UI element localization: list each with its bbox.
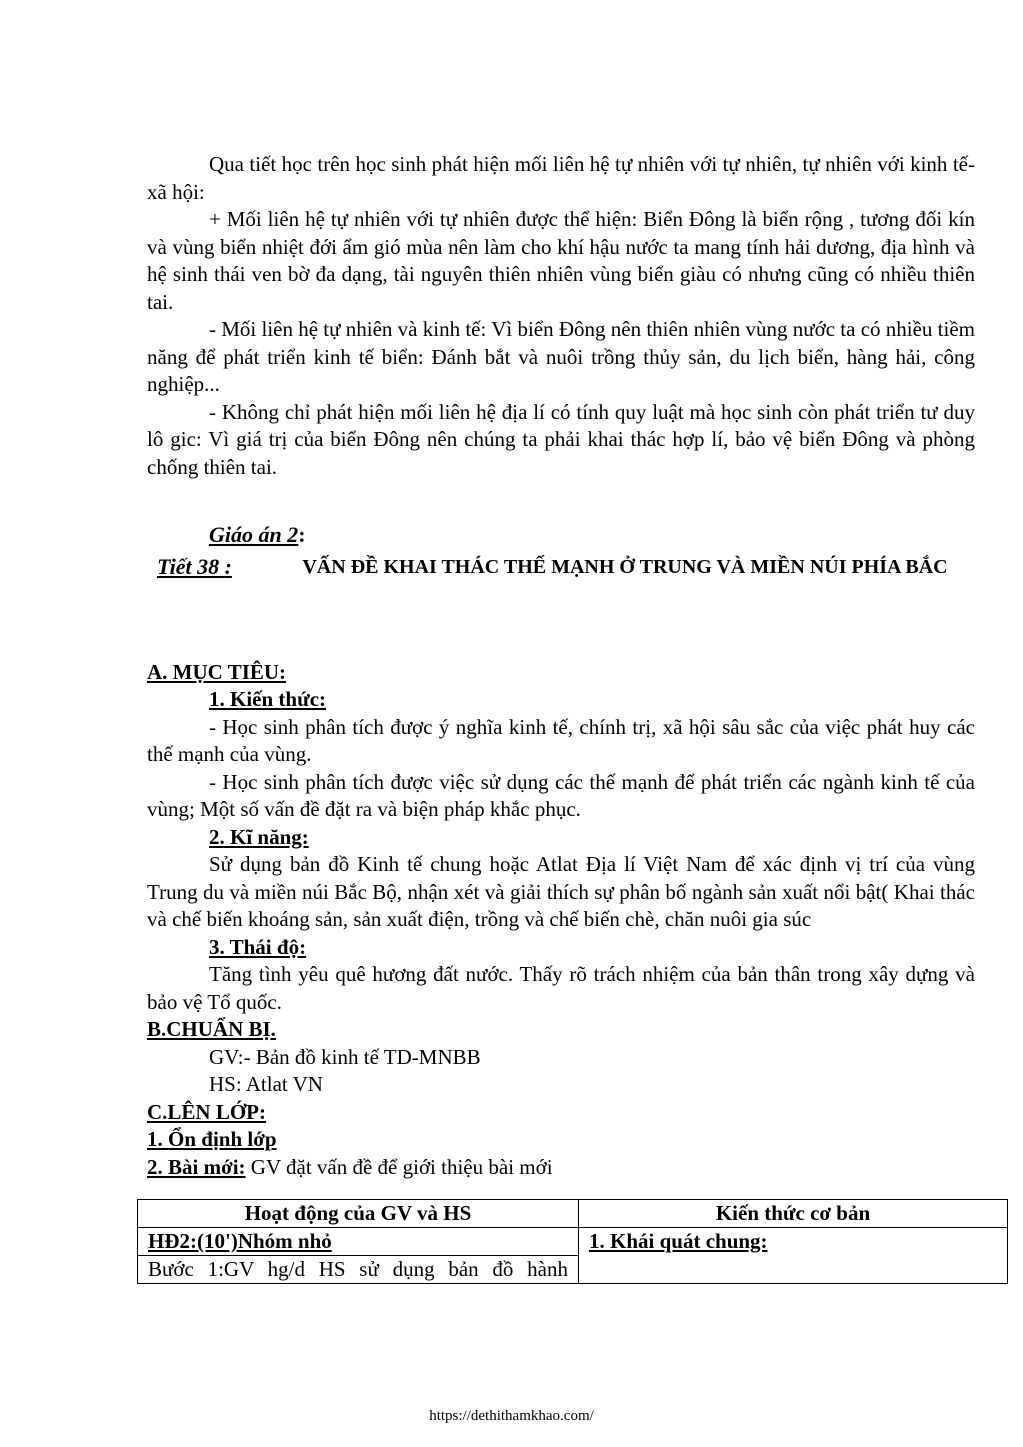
intro-paragraph-4: - Không chỉ phát hiện mối liên hệ địa lí có tính quy luật mà học sinh còn phát triển tư duy lô gic: Vì giá trị của biển Đông nên chúng ta phải khai thác hợp lí, bảo vệ biển Đông và phòng chống thiên tai.: [147, 399, 975, 479]
table-cell-knowledge: [579, 1228, 1008, 1284]
lesson-plan-label: Giáo án 2: [209, 522, 299, 547]
lesson-title-row: [147, 553, 975, 609]
attitude-heading: 3. Thái độ:: [209, 934, 307, 959]
step-1: 1. Ổn định lớp: [147, 1127, 277, 1151]
teacher-preparation: GV:- Bản đồ kinh tế TD-MNBB: [209, 1044, 481, 1069]
skills-heading: 2. Kĩ năng:: [209, 824, 309, 849]
lesson-plan-label-line: [147, 521, 975, 549]
knowledge-section-heading: 1. Khái quát chung:: [589, 1229, 768, 1253]
step-2-label: 2. Bài mới:: [147, 1154, 246, 1179]
intro-paragraph-2: + Mối liên hệ tự nhiên với tự nhiên được thể hiện: Biển Đông là biển rộng , tương đối kín và vùng biển nhiệt đới ẩm gió mùa nên làm cho khí hậu nước ta mang tính hải dương, địa hình và hệ sinh thái ven bờ đa dạng, tài nguyên thiên nhiên vùng biển giàu có nhưng cũng có nhiều thiên tai.: [147, 207, 975, 314]
skills-text: Sử dụng bản đồ Kinh tế chung hoặc Atlat Địa lí Việt Nam để xác định vị trí của vùng Trung du và miền núi Bắc Bộ, nhận xét và giải thích sự phân bố ngành sản xuất nổi bật( Khai thác và chế biến khoáng sản, sản xuất điện, trồng và chế biến chè, chăn nuôi gia súc: [147, 852, 975, 931]
document-body: [147, 151, 975, 1284]
knowledge-item-2: - Học sinh phân tích được việc sử dụng các thế mạnh để phát triển các ngành kinh tế của vùng; Một số vấn đề đặt ra và biện pháp khắc phục.: [147, 769, 975, 821]
student-preparation: HS: Atlat VN: [209, 1072, 323, 1096]
intro-paragraph-1: Qua tiết học trên học sinh phát hiện mối liên hệ tự nhiên với tự nhiên, tự nhiên với kinh tế- xã hội:: [147, 152, 975, 204]
step-2-line: [147, 1154, 975, 1182]
activity-group-label: HĐ2:(10')Nhóm nhỏ: [148, 1229, 332, 1253]
table-header-knowledge: Kiến thức cơ bản: [579, 1200, 1008, 1228]
section-a-heading: A. MỤC TIÊU:: [147, 659, 287, 684]
intro-paragraph-3: - Mối liên hệ tự nhiên và kinh tế: Vì biển Đông nên thiên nhiên vùng nước ta có nhiều tiềm năng để phát triển kinh tế biển: Đánh bắt và nuôi trồng thủy sản, du lịch biển, hàng hải, công nghiệp...: [147, 317, 975, 396]
step-2-text: GV đặt vấn đề để giới thiệu bài mới: [245, 1154, 553, 1179]
period-label: Tiết 38 :: [157, 553, 232, 579]
footer-url: https://dethithamkhao.com/: [429, 1408, 594, 1424]
attitude-text: Tăng tình yêu quê hương đất nước. Thấy rõ trách nhiệm của bản thân trong xây dựng và bảo vệ Tổ quốc.: [147, 962, 975, 1014]
lesson-plan-colon: :: [298, 522, 306, 547]
table-row: [138, 1228, 1008, 1284]
section-c-heading: C.LÊN LỚP:: [147, 1099, 267, 1124]
section-b-heading: B.CHUẨN BỊ.: [147, 1017, 276, 1041]
activity-step-1: Bước 1:GV hg/d HS sử dụng bản đồ hành: [138, 1255, 578, 1283]
table-header-row: [138, 1200, 1008, 1228]
table-header-activity: Hoạt động của GV và HS: [138, 1200, 579, 1228]
knowledge-item-1: - Học sinh phân tích được ý nghĩa kinh tế, chính trị, xã hội sâu sắc của việc phát huy các thế mạnh của vùng.: [147, 714, 975, 766]
table-cell-activity: [138, 1228, 579, 1284]
lesson-table: [137, 1199, 1008, 1284]
knowledge-heading: 1. Kiến thức:: [209, 687, 327, 711]
lesson-title: VẤN ĐỀ KHAI THÁC THẾ MẠNH Ở TRUNG VÀ MIỀN NÚI PHÍA BẮC: [302, 555, 948, 578]
